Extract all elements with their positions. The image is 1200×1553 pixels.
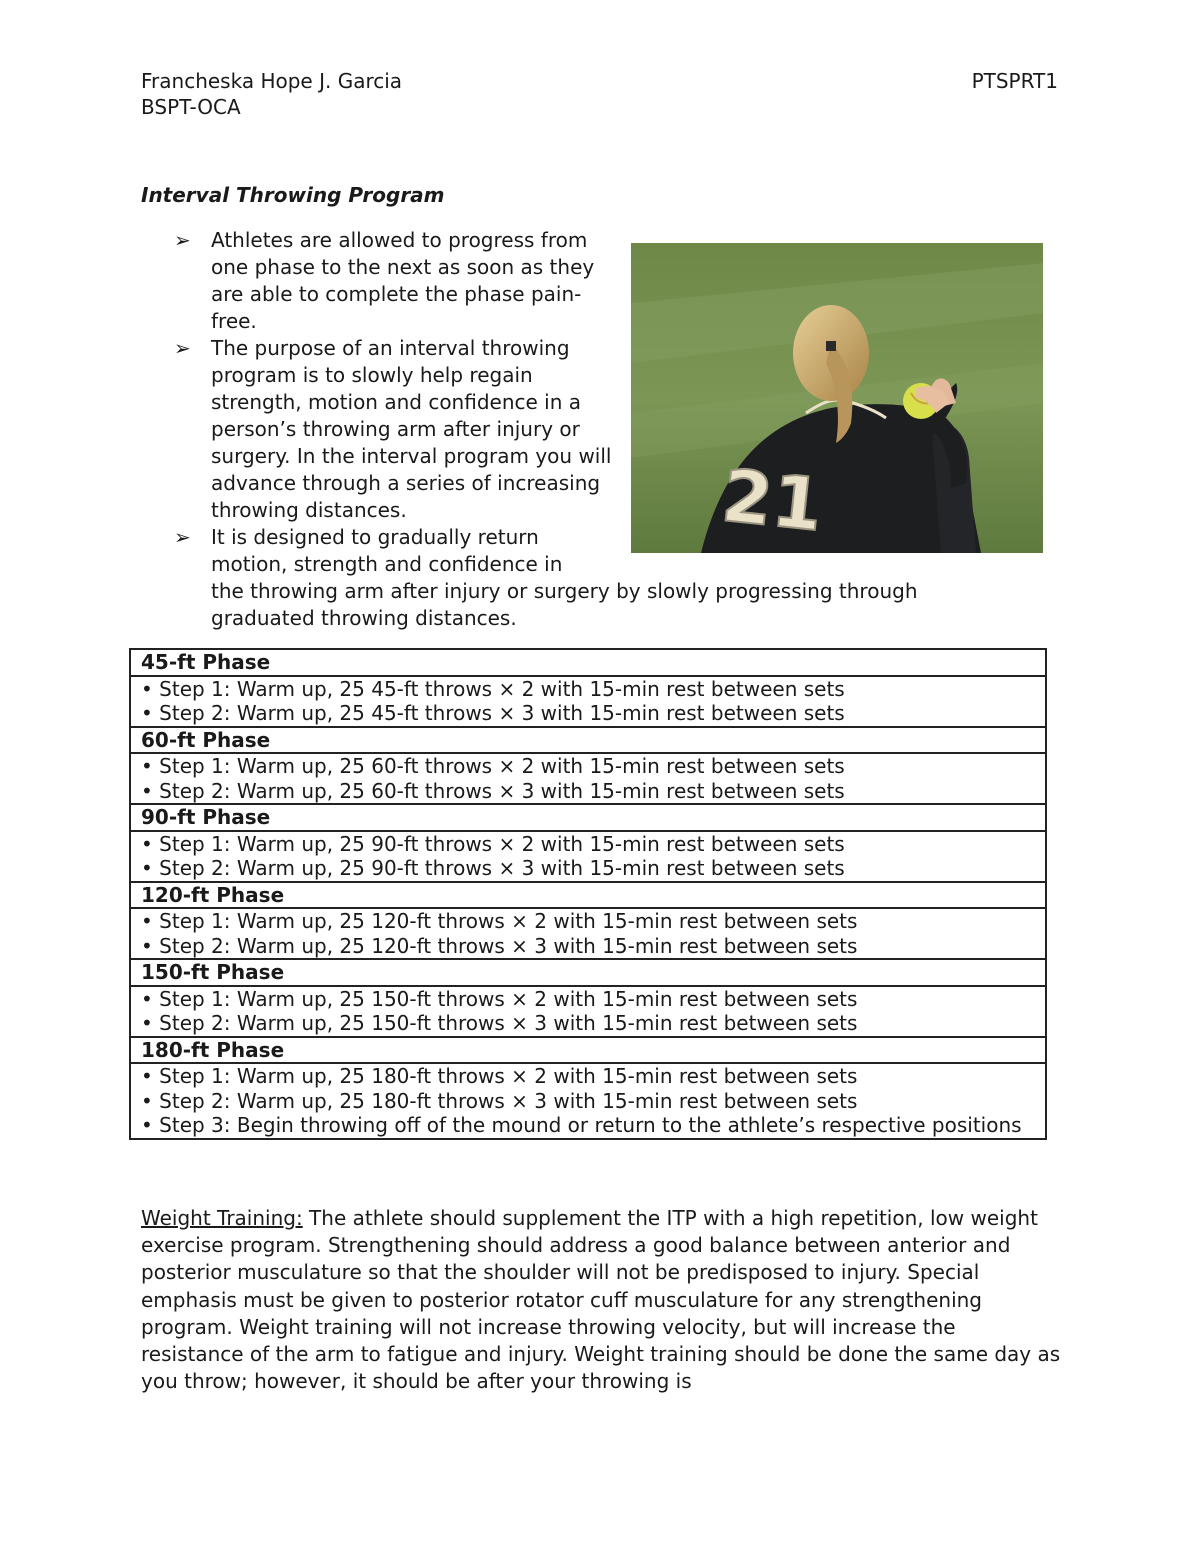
step-item: • Step 1: Warm up, 25 45-ft throws × 2 with 15-min rest between sets [141, 676, 845, 701]
arrowhead-icon: ➢ [174, 228, 191, 252]
bullet-text: It is designed to gradually return motion, strength and confidence in [211, 525, 563, 576]
step-item: • Step 2: Warm up, 25 90-ft throws × 3 with 15-min rest between sets [141, 856, 845, 880]
phase-steps [130, 1063, 1046, 1139]
phase-steps-row [130, 908, 1046, 959]
phase-steps-row [130, 986, 1046, 1037]
phase-title: 150-ft Phase [130, 959, 1046, 986]
phase-steps [130, 831, 1046, 882]
phase-title: 90-ft Phase [130, 804, 1046, 831]
course-code: PTSPRT1 [971, 69, 1058, 93]
arrowhead-icon: ➢ [174, 525, 191, 549]
step-item: • Step 2: Warm up, 25 45-ft throws × 3 with 15-min rest between sets [141, 701, 845, 725]
step-item: • Step 2: Warm up, 25 120-ft throws × 3 with 15-min rest between sets [141, 933, 858, 958]
phase-steps [130, 908, 1046, 959]
phase-row [130, 649, 1046, 676]
phase-steps [130, 986, 1046, 1037]
phase-title: 60-ft Phase [130, 727, 1046, 754]
phase-title: 120-ft Phase [130, 882, 1046, 909]
phase-title: 45-ft Phase [130, 649, 1046, 676]
bullet-item [174, 524, 621, 578]
weight-training-label: Weight Training: [141, 1206, 303, 1230]
author-name: Francheska Hope J. Garcia [141, 69, 403, 93]
phase-table [129, 648, 1047, 1140]
phase-row [130, 804, 1046, 831]
bullet-text-continuation: the throwing arm after injury or surgery by slowly progressing through graduated throwing distances. [211, 579, 918, 630]
step-item: • Step 2: Warm up, 25 60-ft throws × 3 with 15-min rest between sets [141, 778, 845, 803]
phase-steps [130, 676, 1046, 727]
phase-row [130, 727, 1046, 754]
step-item: • Step 2: Warm up, 25 150-ft throws × 3 with 15-min rest between sets [141, 1011, 858, 1035]
step-item: • Step 2: Warm up, 25 180-ft throws × 3 with 15-min rest between sets [141, 1088, 858, 1113]
step-item: • Step 3: Begin throwing off of the mound or return to the athlete’s respective positions [141, 1113, 1022, 1137]
phase-row [130, 959, 1046, 986]
phase-row [130, 1037, 1046, 1064]
softball-player-photo [631, 243, 1043, 553]
step-item: • Step 1: Warm up, 25 60-ft throws × 2 with 15-min rest between sets [141, 754, 845, 778]
program-name: BSPT-OCA [141, 95, 241, 119]
phase-steps-row [130, 676, 1046, 727]
phase-steps-row [130, 753, 1046, 804]
header-author-block [141, 68, 402, 120]
weight-training-paragraph [141, 1205, 1061, 1395]
bullet-item [174, 335, 621, 524]
document-title: Interval Throwing Program [141, 183, 445, 207]
phase-title: 180-ft Phase [130, 1037, 1046, 1064]
step-item: • Step 1: Warm up, 25 150-ft throws × 2 with 15-min rest between sets [141, 986, 858, 1011]
bullet-text: Athletes are allowed to progress from one phase to the next as soon as they are able to complete the phase pain-free. [211, 228, 595, 333]
arrowhead-icon: ➢ [174, 336, 191, 360]
bullet-text: The purpose of an interval throwing program is to slowly help regain strength, motion and confidence in a person’s throwing arm after injury or surgery. In the interval program you will advance through a series of increasing throwing distances. [211, 336, 612, 522]
phase-steps-row [130, 831, 1046, 882]
phase-steps [130, 753, 1046, 804]
weight-training-text: The athlete should supplement the ITP with a high repetition, low weight exercise program. Strengthening should address a good balance between anterior and posterior musculature so that the shoulder will not be predisposed to injury. Special emphasis must be given to posterior rotator cuff musculature for any strengthening program. Weight training will not increase throwing velocity, but will increase the resistance of the arm to fatigue and injury. Weight training should be done the same day as you throw; however, it should be after your throwing is [141, 1206, 1061, 1394]
phase-row [130, 882, 1046, 909]
bullet-item [174, 227, 621, 335]
jersey-number: 21 [718, 453, 827, 548]
step-item: • Step 1: Warm up, 25 90-ft throws × 2 with 15-min rest between sets [141, 831, 845, 856]
phase-steps-row [130, 1063, 1046, 1139]
step-item: • Step 1: Warm up, 25 120-ft throws × 2 with 15-min rest between sets [141, 909, 858, 933]
step-item: • Step 1: Warm up, 25 180-ft throws × 2 with 15-min rest between sets [141, 1064, 858, 1088]
